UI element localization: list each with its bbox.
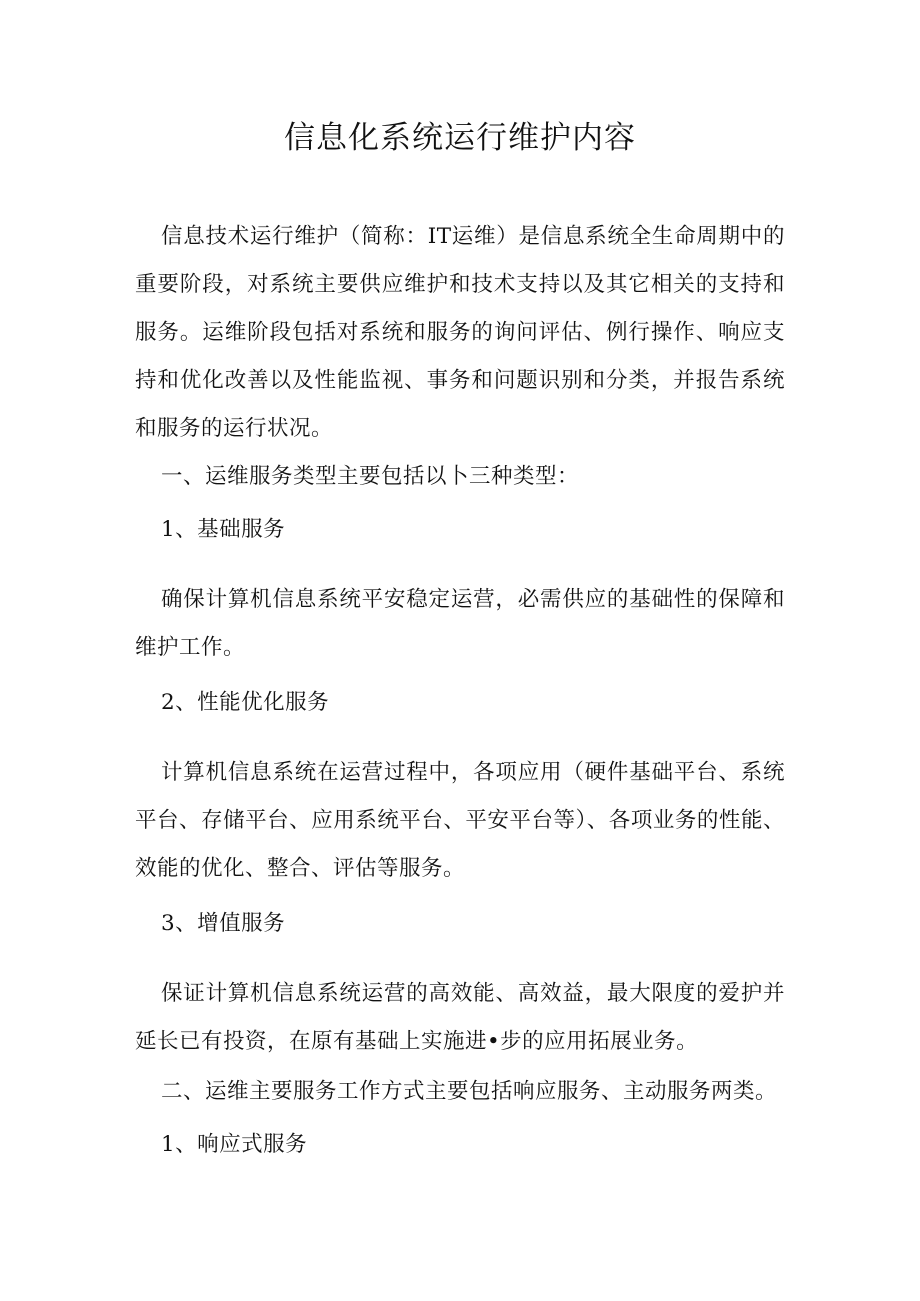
item-2-heading: 2、性能优化服务 <box>161 690 330 715</box>
item-1-body: 确保计算机信息系统平安稳定运营，必需供应的基础性的保障和维护工作。 <box>135 587 785 660</box>
document-title: 信息化系统运行维护内容 <box>284 120 636 156</box>
item-2-body: 计算机信息系统在运营过程中，各项应用（硬件基础平台、系统平台、存储平台、应用系统平台、平安平台等）、各项业务的性能、效能的优化、整合、评估等服务。 <box>135 760 785 881</box>
sub-1-heading: 1、响应式服务 <box>161 1132 308 1157</box>
item-3-heading: 3、增值服务 <box>161 911 286 936</box>
item-3-body: 保证计算机信息系统运营的高效能、高效益，最大限度的爱护并延长已有投资，在原有基础上实施进•步的应用拓展业务。 <box>135 981 785 1054</box>
intro-paragraph: 信息技术运行维护（简称：IT运维）是信息系统全生命周期中的重要阶段，对系统主要供应维护和技术支持以及其它相关的支持和服务。运维阶段包括对系统和服务的询问评估、例行操作、响应支持和优化改善以及性能监视、事务和问题识别和分类，并报告系统和服务的运行状况。 <box>135 224 785 441</box>
item-1-heading: 1、基础服务 <box>161 517 286 542</box>
section-2-heading: 二、运维主要服务工作方式主要包括响应服务、主动服务两类。 <box>161 1079 778 1104</box>
section-1-heading: 一、运维服务类型主要包括以卜三种类型： <box>161 464 580 489</box>
